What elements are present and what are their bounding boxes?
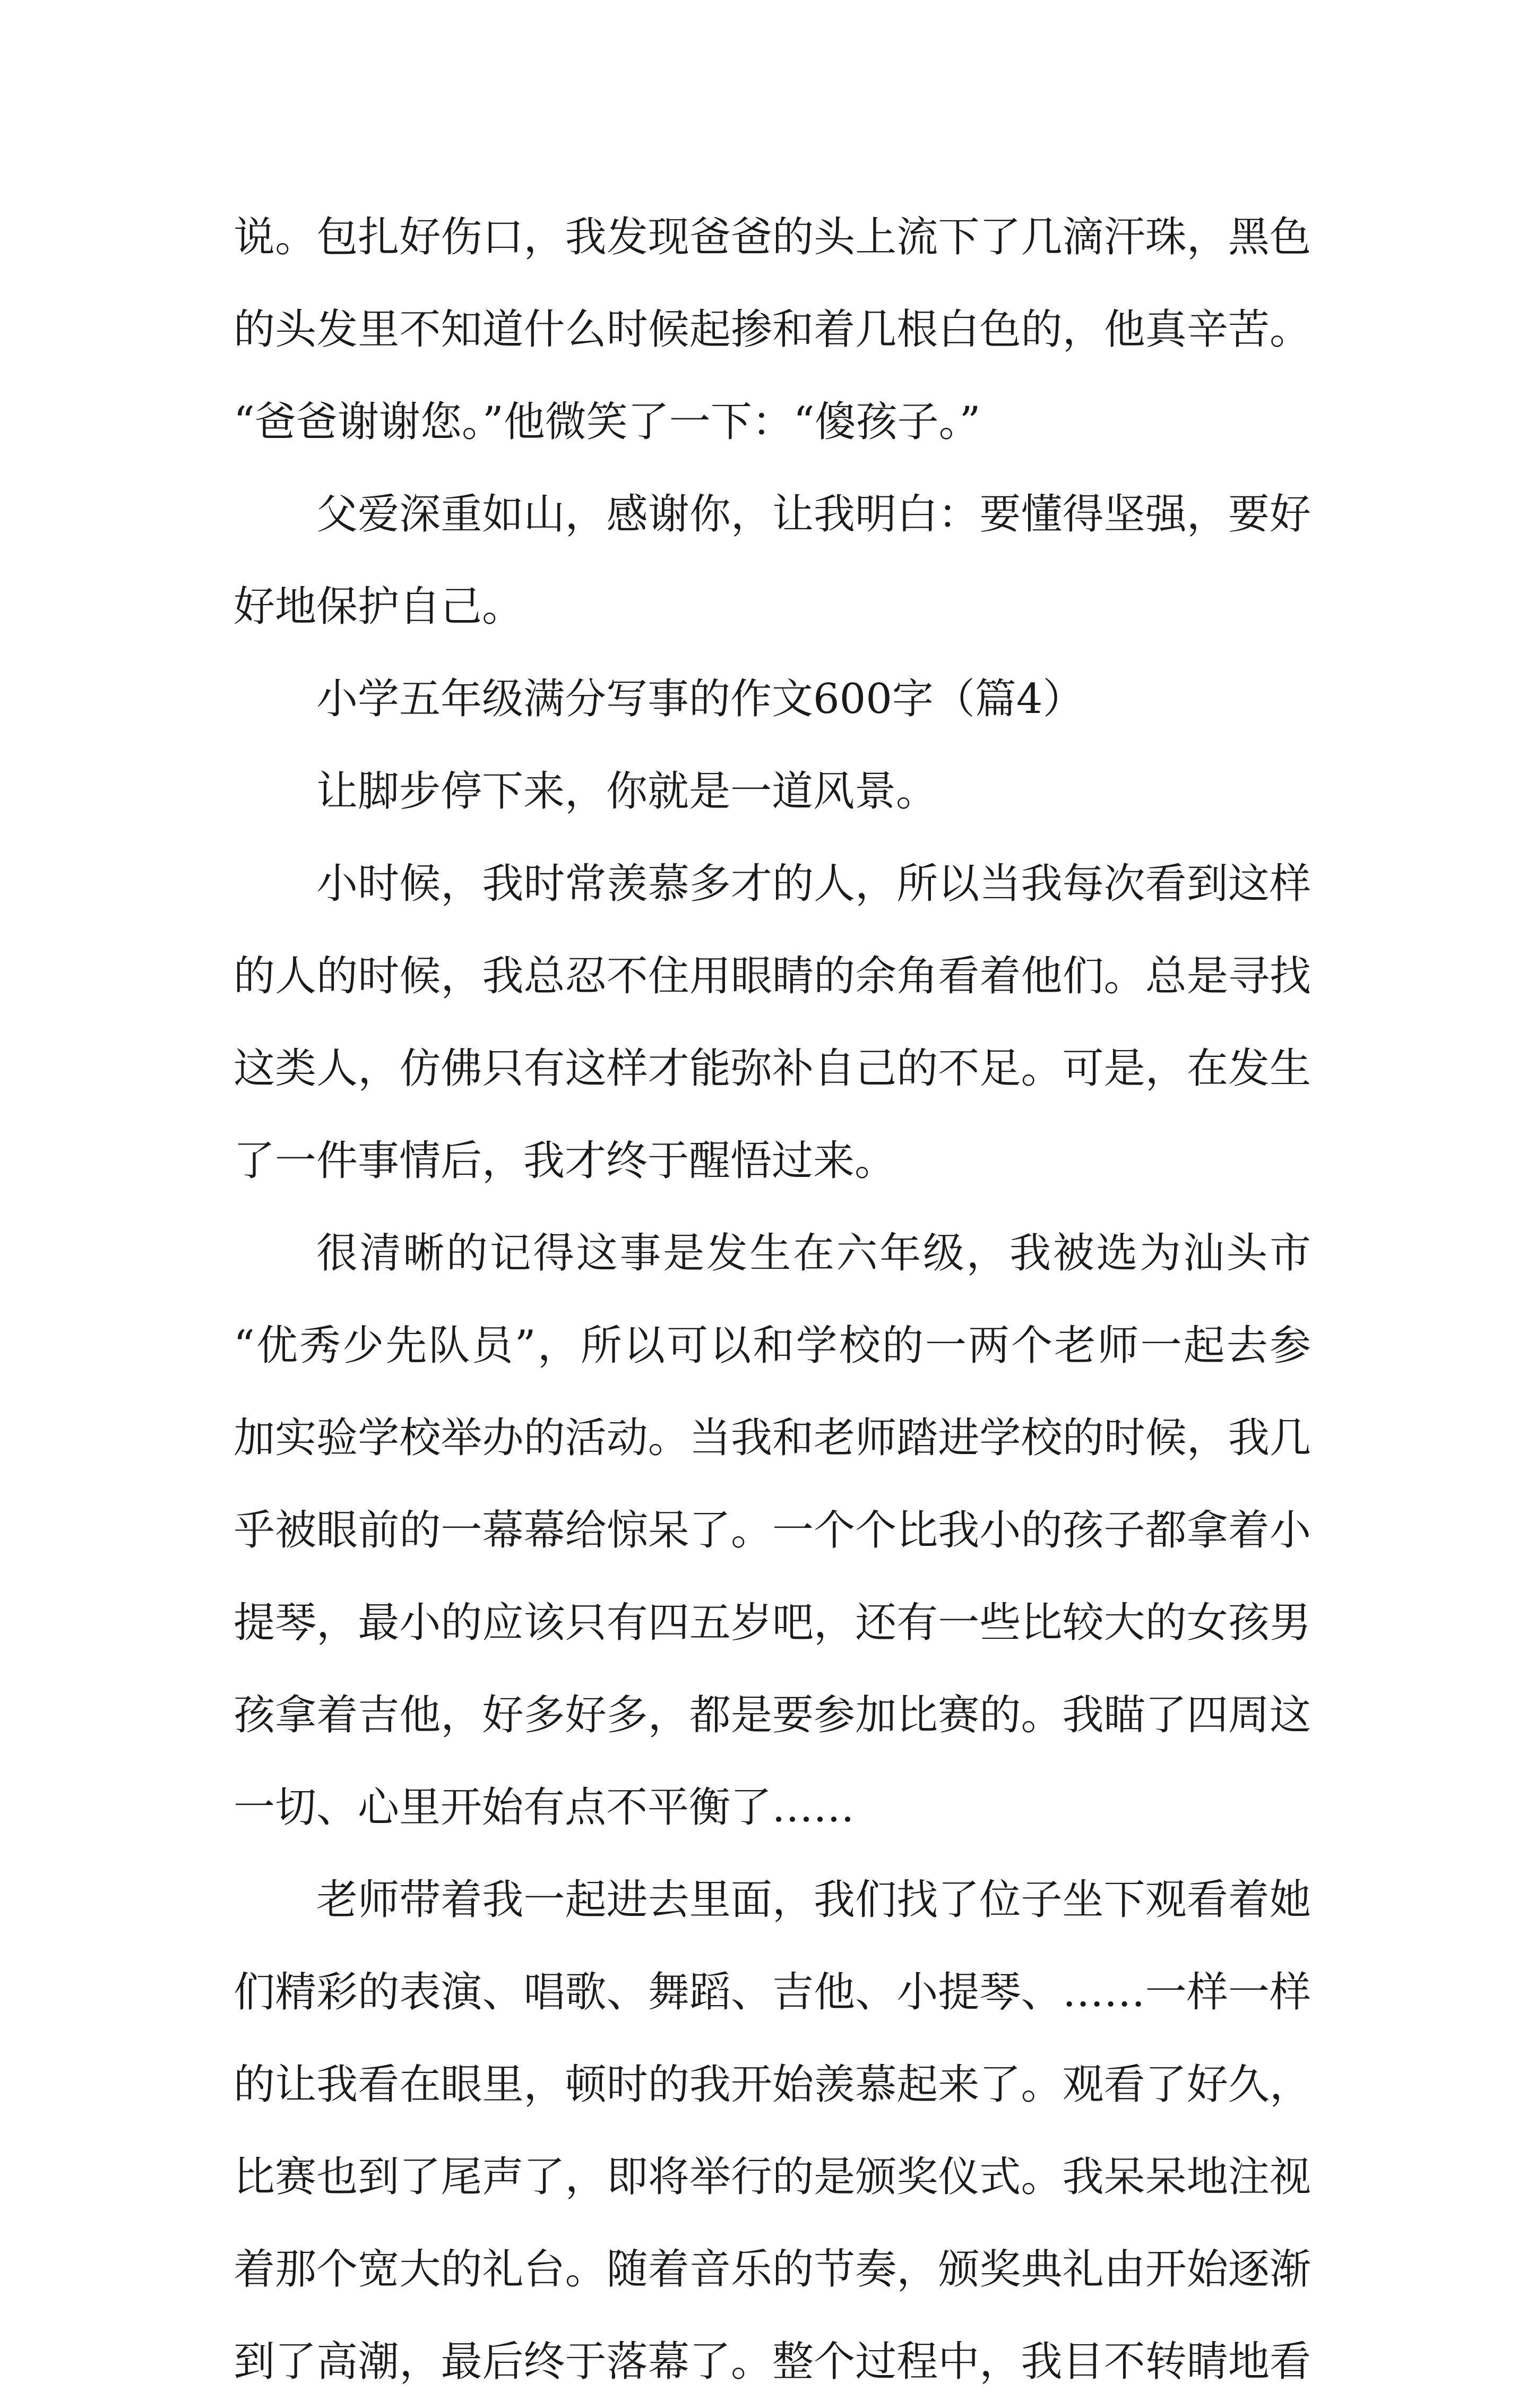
text-line: 好地保护自己。 xyxy=(234,583,524,631)
text-line: 到了高潮，最后终于落幕了。整个过程中，我目不转睛地看 xyxy=(234,2338,1311,2386)
text-line: “优秀少先队员”，所以可以和学校的一两个老师一起去参 xyxy=(234,1322,1311,1370)
text-line: 孩拿着吉他，好多好多，都是要参加比赛的。我瞄了四周这 xyxy=(234,1691,1311,1739)
text-line: 老师带着我一起进去里面，我们找了位子坐下观看着她 xyxy=(316,1876,1311,1924)
text-line: 的头发里不知道什么时候起掺和着几根白色的，他真辛苦。 xyxy=(234,306,1311,354)
text-line: 了一件事情后，我才终于醒悟过来。 xyxy=(234,1137,896,1185)
text-line: 说。包扎好伤口，我发现爸爸的头上流下了几滴汗珠，黑色 xyxy=(234,213,1311,261)
text-line: 小学五年级满分写事的作文600字（篇4） xyxy=(316,675,1084,723)
text-line: 很清晰的记得这事是发生在六年级，我被选为汕头市 xyxy=(316,1229,1311,1277)
text-line: 父爱深重如山，感谢你，让我明白：要懂得坚强，要好 xyxy=(316,491,1311,538)
text-line: “爸爸谢谢您。”他微笑了一下：“傻孩子。” xyxy=(234,398,981,446)
text-line: 们精彩的表演、唱歌、舞蹈、吉他、小提琴、……一样一样 xyxy=(234,1968,1311,2016)
text-line: 一切、心里开始有点不平衡了…… xyxy=(234,1784,855,1831)
text-line: 加实验学校举办的活动。当我和老师踏进学校的时候，我几 xyxy=(234,1414,1311,1462)
text-line: 提琴，最小的应该只有四五岁吧，还有一些比较大的女孩男 xyxy=(234,1599,1311,1647)
text-line: 让脚步停下来，你就是一道风景。 xyxy=(316,768,938,815)
text-line: 小时候，我时常羡慕多才的人，所以当我每次看到这样 xyxy=(316,860,1311,908)
text-line: 着那个宽大的礼台。随着音乐的节奏，颁奖典礼由开始逐渐 xyxy=(234,2246,1311,2293)
essay-body xyxy=(234,191,1311,2408)
text-line: 比赛也到了尾声了，即将举行的是颁奖仪式。我呆呆地注视 xyxy=(234,2153,1311,2201)
text-line: 的人的时候，我总忍不住用眼睛的余角看着他们。总是寻找 xyxy=(234,952,1311,1000)
text-line: 的让我看在眼里，顿时的我开始羡慕起来了。观看了好久， xyxy=(234,2061,1311,2109)
text-line: 乎被眼前的一幕幕给惊呆了。一个个比我小的孩子都拿着小 xyxy=(234,1507,1311,1554)
text-line: 这类人，仿佛只有这样才能弥补自己的不足。可是，在发生 xyxy=(234,1045,1311,1093)
